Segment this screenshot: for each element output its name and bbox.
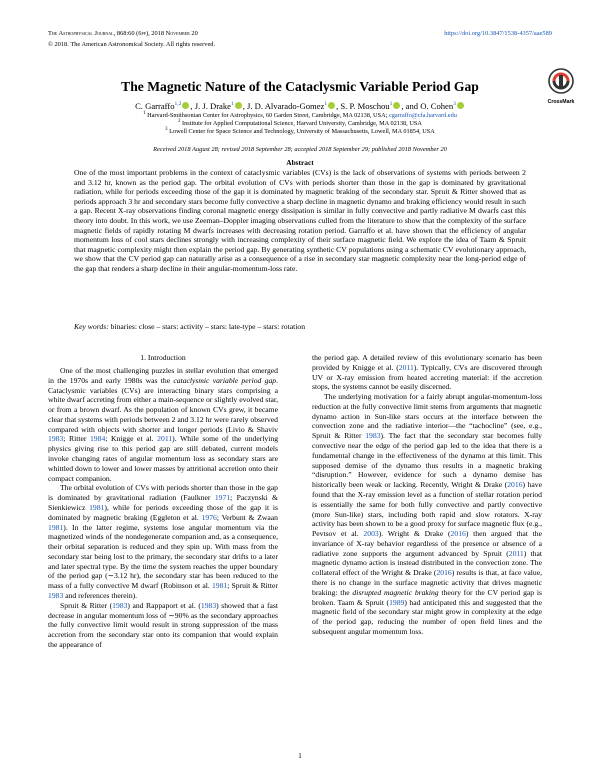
citation-link[interactable]: 1989 [389, 597, 405, 607]
abstract-text: One of the most important problems in the context of cataclysmic variables (CVs) is the lack of observations of systems with periods between 2 and 3.12 hr, known as the period gap. The orbital evolution of CVs with periods shorter than those in the gap is dominated by gravitational radiation, while for periods exceeding those of the gap it is dominated by magnetic braking of the secondary star. Spruit & Ritter showed that as periods approach 3 hr and secondary stars become fully convective a sharp decline in magnetic dynamo and braking efficiency would result in such a gap. Recent X-ray observations finding coronal magnetic energy dissipation is similar in fully convective and partly radiative M dwarfs cast this theory into doubt. In this work, we use Zeeman–Doppler imaging observations culled from the literature to show that the complexity of the surface magnetic fields of rapidly rotating M dwarfs increases with decreasing rotation period. Garraffo et al. have shown that the efficiency of angular momentum loss of cool stars declines strongly with increasing complexity of their surface magnetic field. We explore the idea of Taam & Spruit that magnetic complexity might then explain the period gap. By generating synthetic CV populations using a schematic CV evolutionary approach, we show that the CV period gap can naturally arise as a consequence of a rise in secondary star magnetic complexity near the long-period edge of the gap that renders a sharp decline in their angular-momentum-loss rate. [74, 168, 526, 273]
journal-header: The Astrophysical Journal, 868:60 (6pp), 2018 November 20 [48, 30, 198, 37]
section-heading-introduction: 1. Introduction [140, 353, 186, 362]
affiliation-number: 1 [143, 111, 146, 116]
citation-link[interactable]: 1983 [48, 434, 64, 444]
copyright-line: © 2018. The American Astronomical Society. All rights reserved. [48, 41, 216, 48]
text-run: ). The fact that the secondary star becomes fully convective near the edge of the period gap led to the idea that there is a fundamental change in the effectiveness of the dynamo at this limit. This supposed demise of the dynamo thus results in a magnetic braking “disruption.” However, evidence for such a dynamo demise has historically been weak or lacking. Recently, Wright & Drake ( [312, 431, 542, 490]
text-run: ) showed that a fast decrease in angular momentum loss of ∼90% as the secondary approaches the fully convective limit would result in strong suppression of the mass accretion from the secondary star onto its companion that would explain the appearance of [48, 600, 278, 649]
keywords-label: Key words: [74, 322, 109, 331]
text-run: ). Wright & Drake ( [378, 529, 451, 539]
text-run: ), while for periods exceeding those of the gap it is dominated by magnetic braking (Eggleton et al. [48, 502, 278, 522]
citation-link[interactable]: 2011 [157, 434, 173, 444]
citation-link[interactable]: 1981 [89, 502, 105, 512]
citation-link[interactable]: 2011 [398, 362, 414, 372]
text-run: ; Spruit & Ritter [227, 581, 278, 591]
author-affiliation-mark: 1,2 [174, 101, 182, 107]
affiliation-line [60, 126, 540, 136]
crossmark-label: CrossMark [547, 99, 575, 105]
citation-link[interactable]: 2016 [507, 480, 523, 490]
citation-link[interactable]: 1984 [89, 434, 106, 444]
orcid-icon[interactable] [235, 102, 242, 109]
author-separator: , [190, 100, 195, 111]
body-paragraph [48, 483, 278, 600]
orcid-icon[interactable] [182, 102, 189, 109]
text-run: ). While some of the underlying physics giving rise to this period gap are still debated, current models invoke changing rates of angular momentum loss as secondary stars are whittled down to lower and lower masses by attritional accretion onto their compact companion. [48, 434, 279, 483]
text-run: One of the most challenging puzzles in stellar evolution that emerged in the 1970s and early 1980s was the [48, 366, 278, 385]
citation-link[interactable]: 1983 [48, 590, 64, 600]
text-run: the period gap. A detailed review of this evolutionary scenario has been provided by Knigge et al. ( [312, 353, 542, 372]
text-run: The orbital evolution of CVs with periods shorter than those in the gap is dominated by gravitational radiation (Faulkner [48, 483, 278, 503]
text-run: ) that magnetic dynamo action is instead distributed in the convection zone. The collateral effect of the Wright & Drake ( [312, 548, 542, 578]
citation-link[interactable]: 2016 [436, 568, 452, 578]
page-number: 1 [298, 751, 302, 760]
keywords-line [74, 322, 526, 331]
body-paragraph [48, 366, 278, 483]
text-run: ; Verbunt & Zwaan [216, 512, 278, 522]
publication-dates: Received 2018 August 28; revised 2018 September 28; accepted 2018 September 29; published 2018 November 20 [153, 146, 447, 153]
affiliation-text: Harvard-Smithsonian Center for Astrophysics, 60 Garden Street, Cambridge, MA 02138, USA; [145, 112, 388, 120]
text-run: theory for the CV period gap is broken. Taam & Spruit ( [312, 587, 542, 607]
text-run: ) and Rappaport et al. ( [127, 600, 201, 610]
author-affiliation-mark: 1 [230, 101, 234, 107]
citation-link[interactable]: 1981 [48, 522, 64, 532]
text-run: ; Ritter [63, 434, 90, 444]
citation-link[interactable]: 1983 [365, 431, 381, 441]
email-link[interactable]: cgarraffo@cfa.harvard.edu [387, 112, 457, 120]
author-name: J. J. Drake [194, 100, 231, 111]
citation-link[interactable]: 1981 [211, 581, 228, 591]
author-name: O. Cohen [420, 100, 454, 111]
citation-link[interactable]: 2016 [450, 529, 466, 539]
author-affiliation-mark: 1 [389, 101, 393, 107]
orcid-icon[interactable] [457, 102, 464, 109]
citation-link[interactable]: 2011 [508, 548, 524, 558]
emphasized-text: cataclysmic variable period gap [173, 375, 277, 385]
text-run: Spruit & Ritter ( [60, 600, 113, 610]
emphasized-text: disrupted magnetic braking [352, 587, 439, 597]
author-separator: , [336, 100, 341, 111]
text-run: ). In the latter regime, systems lose angular momentum via the magnetized winds of the nondegenerate companion and, as a consequence, their orbital separation is reduced and they spin up. With mass from the secondary star being lost to the primary, the secondary star drifts to a later and later spectral type. By the time the system reaches the upper boundary of the period gap (∼3.12 hr), the secondary star has been reduced to the mass of a fully convective M dwarf (Robinson et al. [48, 522, 278, 591]
citation-link[interactable]: 2003 [363, 529, 379, 539]
author-separator: , [242, 100, 248, 111]
citation-link[interactable]: 1983 [112, 600, 128, 610]
right-column [312, 353, 542, 637]
paper-title: The Magnetic Nature of the Cataclysmic Variable Period Gap [121, 79, 479, 94]
author-affiliation-mark: 1 [324, 101, 328, 107]
abstract-heading: Abstract [286, 158, 314, 167]
affiliation-text: Lowell Center for Space Science and Technology, University of Massachusetts, Lowell, MA 01854, USA [167, 128, 435, 136]
body-paragraph [48, 601, 278, 650]
text-run: ) results is that, at face value, there is no change in the surface magnetic activity that drives magnetic braking: the [312, 568, 543, 597]
author-name: C. Garraffo [135, 100, 175, 111]
affiliation-number: 3 [165, 127, 168, 132]
author-affiliation-mark: 3 [453, 101, 456, 107]
doi-link[interactable]: https://doi.org/10.3847/1538-4357/aae589 [444, 30, 552, 37]
text-run: ; Paczynski & Sienkiewicz [48, 493, 278, 512]
author-name: J. D. Alvarado-Gomez [247, 100, 325, 111]
orcid-icon[interactable] [393, 102, 400, 109]
keywords-text: binaries: close – stars: activity – stars: late-type – stars: rotation [110, 322, 306, 331]
text-run: ) had anticipated this and suggested that the magnetic field of the secondary star might grow in complexity at the edge of the period gap, reducing the number of open field lines and the subsequent angular momentum loss. [312, 597, 543, 636]
author-separator: , and [401, 100, 421, 111]
body-paragraph [312, 353, 542, 392]
citation-link[interactable]: 1971 [214, 493, 231, 503]
citation-link[interactable]: 1983 [200, 600, 217, 610]
text-run: . Cataclysmic variables (CVs) are interacting binary stars comprising a white dwarf accreting from either a main-sequence or slightly evolved star, or from a brown dwarf. As the population of known CVs grew, it became clear that systems with periods between 2 and 3.12 hr were rarely observed compared with objects with shorter and longer periods (Livio & Shaviv [48, 375, 279, 434]
affiliation-number: 2 [178, 119, 181, 124]
body-paragraph [312, 392, 542, 637]
text-run: The underlying motivation for a fairly abrupt angular-momentum-loss reduction at the fully convective limit stems from arguments that magnetic dynamo action in Sun-like stars occurs at the interface between the convection zone and the radiative interior—the “tachocline” (see, e.g., Spruit & Ritter [312, 392, 542, 441]
text-run: ; Knigge et al. [105, 434, 158, 444]
citation-link[interactable]: 1976 [201, 512, 217, 522]
text-run: ). Typically, CVs are discovered through UV or X-ray emission from heated accreting material: if the accretion stops, the systems cannot be easily discerned. [312, 362, 542, 392]
author-name: S. P. Moschou [340, 100, 390, 111]
orcid-icon[interactable] [328, 102, 335, 109]
left-column [48, 366, 278, 650]
text-run: ) have found that the X-ray emission level as a function of stellar rotation period is essentially the same for both fully convective and partly convective (more Sun-like) stars, including both rapid and slow rotators. X-ray activity has been shown to be a good proxy for surface magnetic flux (e.g., Pevtsov et al. [312, 480, 542, 539]
affiliation-text: Institute for Applied Computational Science, Harvard University, Cambridge, MA 02138, USA [180, 120, 422, 128]
text-run: ) then argued that the invariance of X-ray behavior regardless of the presence or absence of a radiative zone supports the argument advanced by Spruit ( [312, 529, 543, 558]
text-run: and references therein). [63, 590, 138, 600]
